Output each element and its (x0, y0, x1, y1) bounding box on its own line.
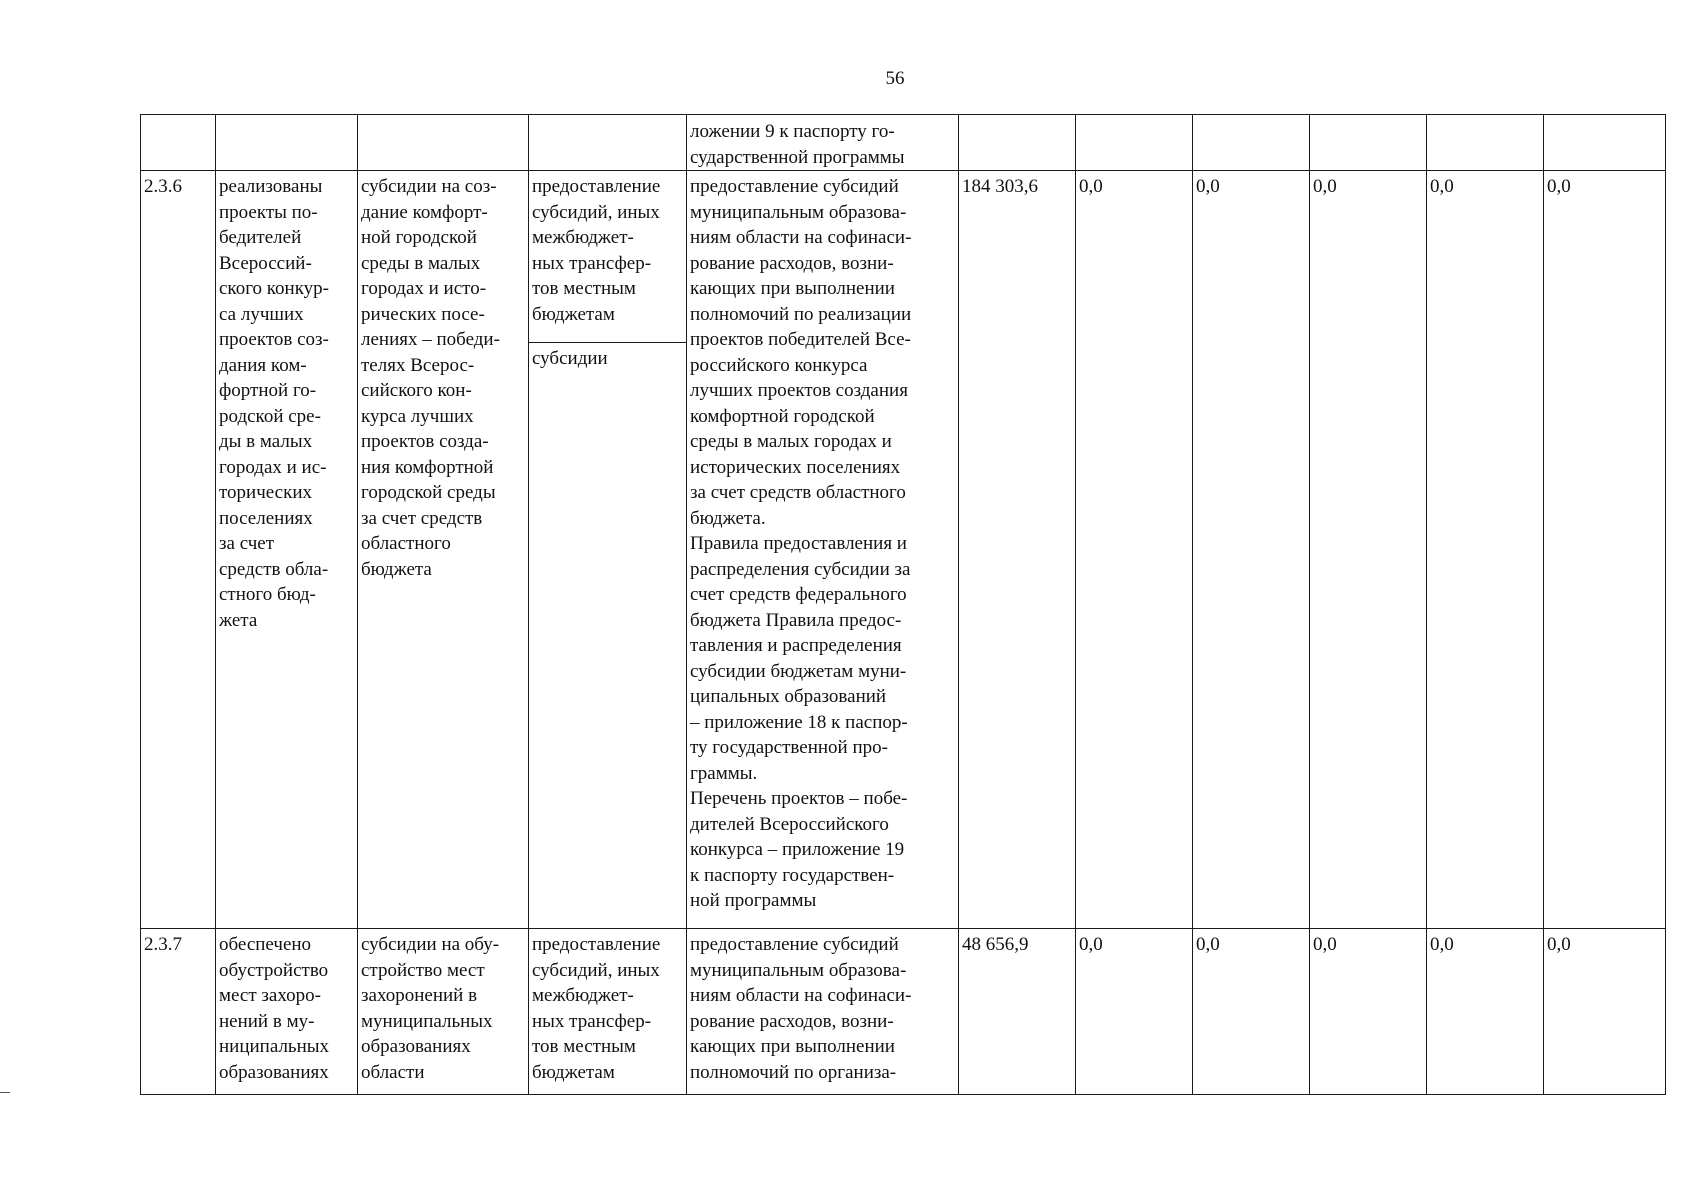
page-number: 56 (885, 68, 905, 89)
value-cell: 0,0 (1427, 171, 1544, 929)
cont-cell-value-3 (1193, 115, 1310, 171)
measure-type-cell: предоставление субсидий, иных межбюджет- ных трансфер- тов местным бюджетам (529, 171, 687, 343)
value-cell: 0,0 (1310, 171, 1427, 929)
value-cell: 0,0 (1193, 171, 1310, 929)
value-cell: 0,0 (1076, 171, 1193, 929)
value-cell: 48 656,9 (959, 929, 1076, 1095)
cont-cell-num (141, 115, 216, 171)
cont-cell-value-6 (1544, 115, 1666, 171)
measures-table (140, 114, 1666, 1095)
cont-cell-value-1 (959, 115, 1076, 171)
result-cell: обеспечено обустройство мест захоро- нений в му- ниципальных образованиях (216, 929, 358, 1095)
cont-cell-type (529, 115, 687, 171)
measure-type-cell: субсидии (529, 343, 687, 929)
value-cell: 0,0 (1310, 929, 1427, 1095)
cont-cell-value-4 (1310, 115, 1427, 171)
value-cell: 0,0 (1544, 929, 1666, 1095)
value-cell: 184 303,6 (959, 171, 1076, 929)
cont-cell-value-5 (1427, 115, 1544, 171)
description-cell: предоставление субсидий муниципальным образова- ниям области на софинаси- рование расходов, возни- кающих при выполнении полномочий по организа- (687, 929, 959, 1095)
table-row (141, 171, 1666, 343)
description-cell: предоставление субсидий муниципальным образова- ниям области на софинаси- рование расходов, возни- кающих при выполнении полномочий по реализации проектов победителей Все- российского конкурса лучших проектов создания комфортной городской среды в малых городах и исторических поселениях за счет средств областного бюджета. Правила предоставления и распределения субсидии за счет средств федерального бюджета Правила предос- тавления и распределения субсидии бюджетам муни- ципальных образований – приложение 18 к паспор- ту государственной про- граммы. Перечень проектов – побе- дителей Всероссийского конкурса – приложение 19 к паспорту государствен- ной программы (687, 171, 959, 929)
measure-type-cell: предоставление субсидий, иных межбюджет- ных трансфер- тов местным бюджетам (529, 929, 687, 1095)
row-number: 2.3.6 (141, 171, 216, 929)
cont-cell-description: ложении 9 к паспорту го- сударственной программы (687, 115, 959, 171)
continuation-row (141, 115, 1666, 171)
table-row (141, 929, 1666, 1095)
measure-cell: субсидии на обу- стройство мест захоронений в муниципальных образованиях области (358, 929, 529, 1095)
cont-cell-result (216, 115, 358, 171)
value-cell: 0,0 (1076, 929, 1193, 1095)
value-cell: 0,0 (1193, 929, 1310, 1095)
cont-cell-measure (358, 115, 529, 171)
scan-edge-mark (0, 1092, 10, 1093)
cont-cell-value-2 (1076, 115, 1193, 171)
value-cell: 0,0 (1544, 171, 1666, 929)
result-cell: реализованы проекты по- бедителей Всероссий- ского конкур- са лучших проектов соз- дания ком- фортной го- родской сре- ды в малых городах и ис- торических поселениях за счет средств обла- стного бюд- жета (216, 171, 358, 929)
value-cell: 0,0 (1427, 929, 1544, 1095)
measure-cell: субсидии на соз- дание комфорт- ной городской среды в малых городах и исто- рических посе- лениях – победи- телях Всерос- сийского кон- курса лучших проектов созда- ния комфортной городской среды за счет средств областного бюджета (358, 171, 529, 929)
row-number: 2.3.7 (141, 929, 216, 1095)
